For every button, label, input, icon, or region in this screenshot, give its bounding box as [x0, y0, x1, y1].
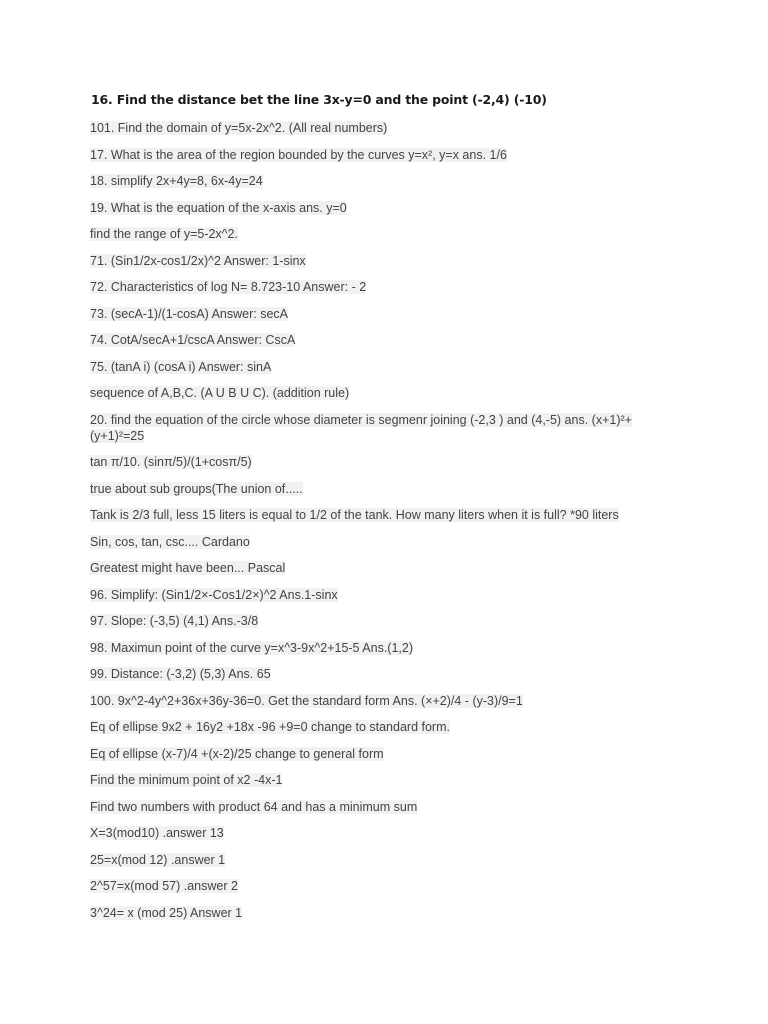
question-line: [90, 534, 650, 550]
question-text: 72. Characteristics of log N= 8.723-10 Answer: - 2: [90, 280, 367, 294]
question-line: [90, 253, 650, 269]
question-line: [90, 385, 650, 401]
question-text: 18. simplify 2x+4y=8, 6x-4y=24: [90, 174, 263, 188]
question-line: [90, 719, 650, 735]
question-text: 100. 9x^2-4y^2+36x+36y-36=0. Get the standard form Ans. (×+2)/4 - (y-3)/9=1: [90, 693, 523, 708]
question-line: [90, 746, 650, 762]
question-line: [90, 587, 650, 603]
question-line: [90, 772, 650, 788]
question-line: [90, 613, 650, 629]
question-text: 99. Distance: (-3,2) (5,3) Ans. 65: [90, 667, 271, 681]
question-text: 19. What is the equation of the x-axis ans. y=0: [90, 200, 347, 215]
question-line: [90, 412, 650, 444]
question-text: Sin, cos, tan, csc.... Cardano: [90, 534, 250, 549]
question-text: 17. What is the area of the region bounded by the curves y=x², y=x ans. 1/6: [90, 147, 507, 162]
question-line: [90, 173, 650, 189]
question-text: true about sub groups(The union of.....: [90, 481, 303, 496]
question-line: [90, 666, 650, 682]
question-line: [90, 693, 650, 709]
question-line: [90, 120, 650, 136]
question-line: [90, 878, 650, 894]
question-line: [90, 905, 650, 921]
question-line: [90, 306, 650, 322]
question-text: 2^57=x(mod 57) .answer 2: [90, 879, 238, 893]
question-text: 20. find the equation of the circle whose diameter is segmenr joining (-2,3 ) and (4,-5) ans. (x+1)²+(y+1)²=25: [90, 412, 632, 443]
question-heading: 16. Find the distance bet the line 3x-y=0 and the point (-2,4) (-10): [91, 92, 547, 107]
question-text: Eq of ellipse (x-7)/4 +(x-2)/25 change to general form: [90, 746, 384, 761]
question-line: [90, 560, 650, 576]
question-text: 101. Find the domain of y=5x-2x^2. (All real numbers): [90, 121, 388, 135]
question-line: [90, 640, 650, 656]
question-text: sequence of A,B,C. (A U B U C). (addition rule): [90, 386, 350, 400]
question-text: 71. (Sin1/2x-cos1/2x)^2 Answer: 1-sinx: [90, 253, 306, 268]
question-text: 74. CotA/secA+1/cscA Answer: CscA: [90, 333, 296, 347]
question-text: 96. Simplify: (Sin1/2×-Cos1/2×)^2 Ans.1-sinx: [90, 587, 338, 602]
question-text: tan π/10. (sinπ/5)/(1+cosπ/5): [90, 455, 252, 469]
question-line: [90, 825, 650, 841]
question-line: [90, 799, 650, 815]
question-text: Greatest might have been... Pascal: [90, 561, 286, 575]
question-text: Find two numbers with product 64 and has a minimum sum: [90, 799, 418, 814]
question-line: [90, 226, 650, 242]
question-text: 75. (tanA i) (cosA i) Answer: sinA: [90, 359, 272, 374]
question-text: Eq of ellipse 9x2 + 16y2 +18x -96 +9=0 change to standard form.: [90, 720, 450, 734]
question-line: [90, 279, 650, 295]
question-text: 97. Slope: (-3,5) (4,1) Ans.-3/8: [90, 614, 259, 628]
question-text: 3^24= x (mod 25) Answer 1: [90, 905, 243, 920]
question-line: [90, 481, 650, 497]
question-line: [90, 852, 650, 868]
question-text: X=3(mod10) .answer 13: [90, 826, 224, 840]
question-text: Tank is 2/3 full, less 15 liters is equal to 1/2 of the tank. How many liters when it is full? *90 liters: [90, 508, 619, 522]
question-text: 73. (secA-1)/(1-cosA) Answer: secA: [90, 306, 288, 321]
question-line: [90, 332, 650, 348]
question-line: [90, 359, 650, 375]
question-text: 25=x(mod 12) .answer 1: [90, 852, 226, 867]
question-list: [90, 120, 650, 931]
question-text: Find the minimum point of x2 -4x-1: [90, 773, 283, 787]
question-text: find the range of y=5-2x^2.: [90, 227, 238, 241]
question-line: [90, 200, 650, 216]
question-line: [90, 147, 650, 163]
question-line: [90, 507, 650, 523]
question-text: 98. Maximun point of the curve y=x^3-9x^2+15-5 Ans.(1,2): [90, 640, 414, 655]
question-line: [90, 454, 650, 470]
